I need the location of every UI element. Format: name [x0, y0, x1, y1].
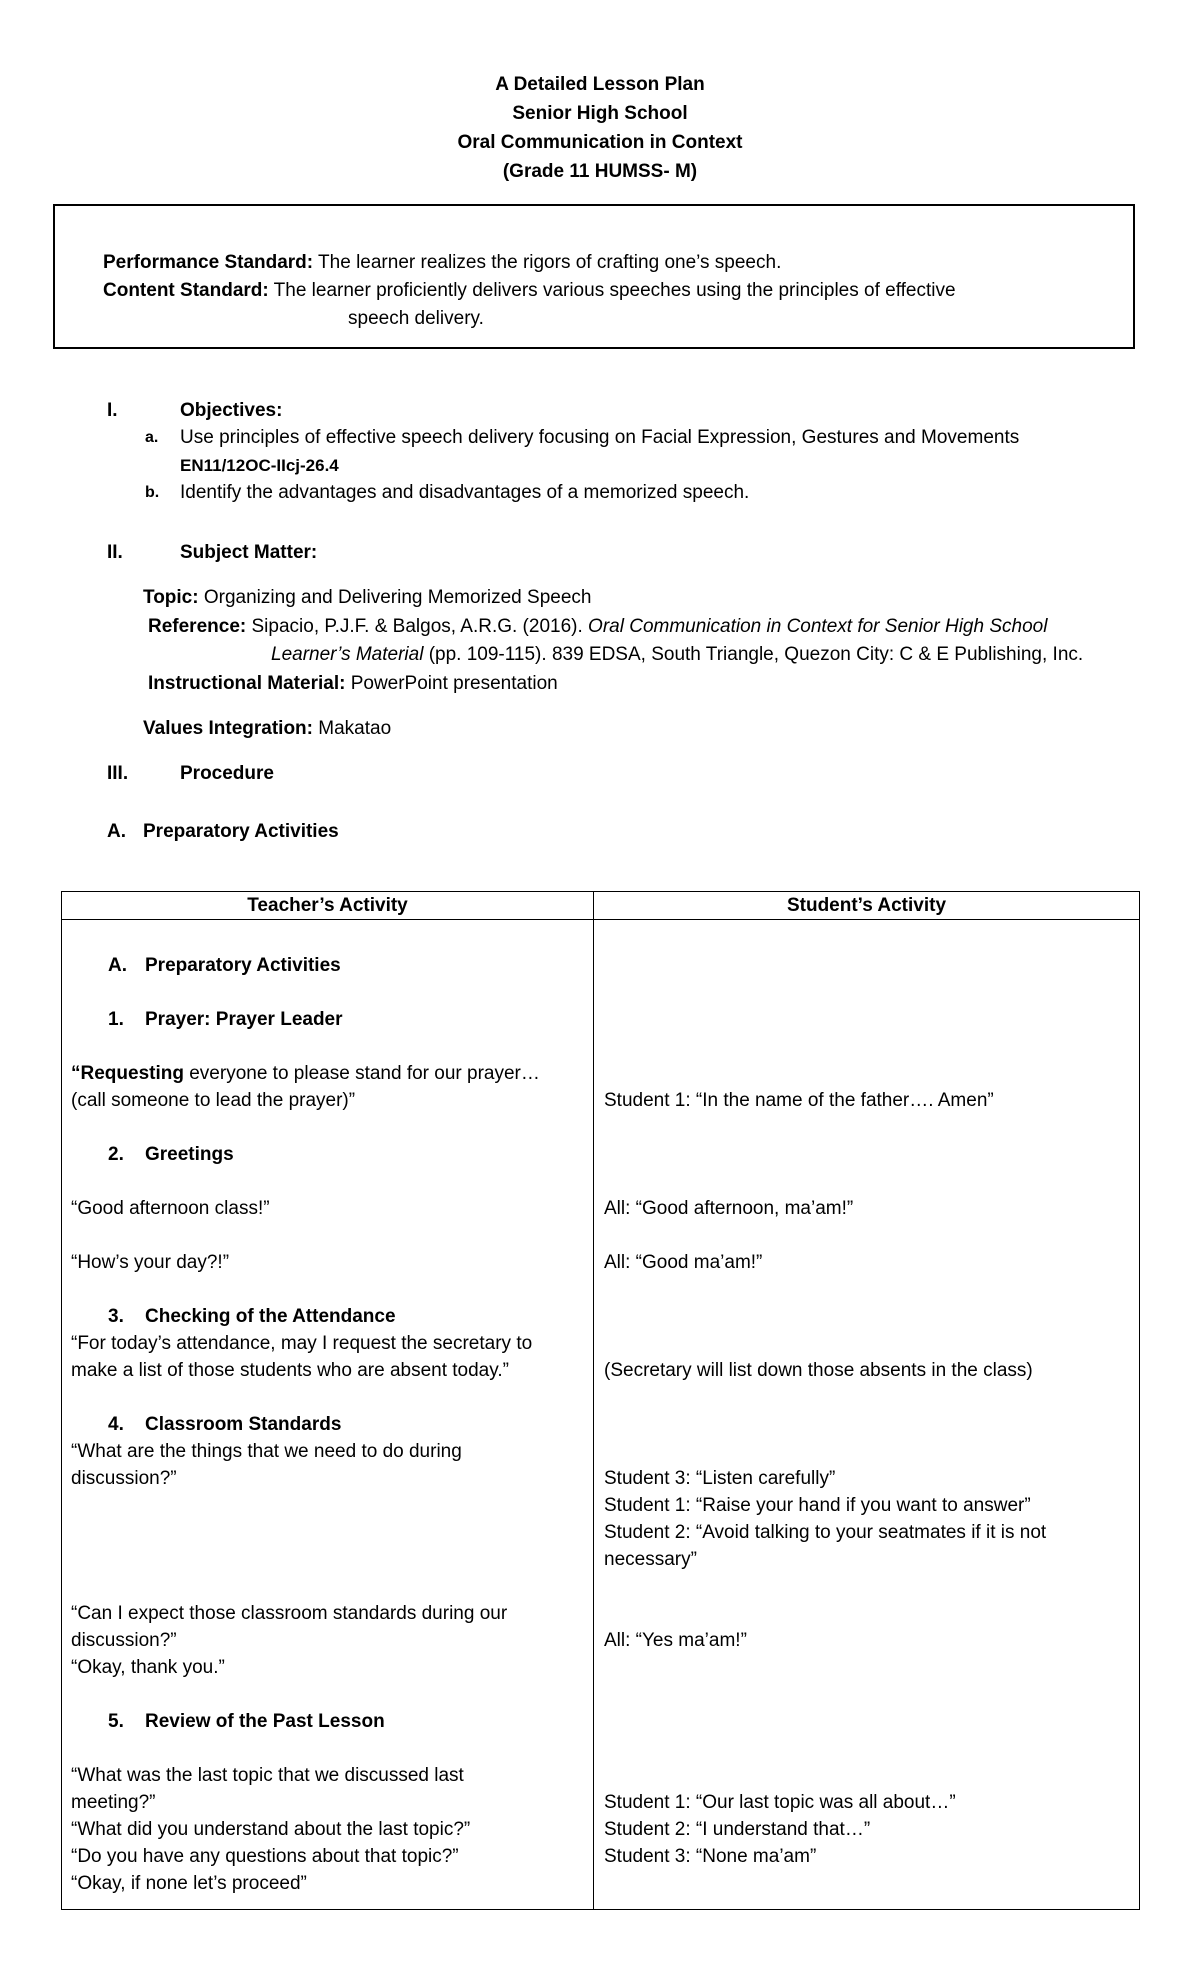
student-column-header: Student’s Activity [594, 892, 1140, 920]
content-standard-text: The learner proficiently delivers various speeches using the principles of effective [268, 280, 956, 301]
reference-text: Sipacio, P.J.F. & Balgos, A.R.G. (2016). [246, 616, 589, 637]
values-label: Values Integration: [143, 718, 313, 739]
content-standard-continuation: speech delivery. [348, 308, 484, 329]
topic-label: Topic: [143, 587, 199, 608]
student-greeting-response-2: All: “Good ma’am!” [604, 1252, 763, 1273]
prayer-heading: Prayer: Prayer Leader [145, 1009, 343, 1030]
review-line-1: “What was the last topic that we discussed last [71, 1765, 464, 1786]
review-number: 5. [108, 1711, 124, 1732]
content-standard-label: Content Standard: [103, 280, 269, 301]
standards-line-2: discussion?” [71, 1468, 177, 1489]
student-greeting-response-1: All: “Good afternoon, ma’am!” [604, 1198, 854, 1219]
greeting-line-1: “Good afternoon class!” [71, 1198, 270, 1219]
student-standards-response-5: All: “Yes ma’am!” [604, 1630, 747, 1651]
reference-book-title-2: Learner’s Material [271, 644, 424, 665]
objective-a-text: Use principles of effective speech delivery focusing on Facial Expression, Gestures and Movements [180, 427, 1020, 448]
procedure-sub-heading: Preparatory Activities [143, 821, 339, 842]
student-prayer-response: Student 1: “In the name of the father…. Amen” [604, 1090, 994, 1111]
standards-line-4: discussion?” [71, 1630, 177, 1651]
review-heading: Review of the Past Lesson [145, 1711, 385, 1732]
student-standards-response-4: necessary” [604, 1549, 697, 1570]
reference-line [148, 616, 1047, 638]
student-review-response-3: Student 3: “None ma’am” [604, 1846, 817, 1867]
standards-line-3: “Can I expect those classroom standards during our [71, 1603, 508, 1624]
teacher-section-heading: Preparatory Activities [145, 955, 341, 976]
table-body-row [62, 920, 1140, 1910]
attendance-line-1: “For today’s attendance, may I request the secretary to [71, 1333, 533, 1354]
student-activity-cell [594, 920, 1140, 1910]
teacher-activity-cell [62, 920, 594, 1910]
teacher-column-header: Teacher’s Activity [62, 892, 594, 920]
subject-matter-numeral: II. [107, 542, 123, 563]
performance-standard-label: Performance Standard: [103, 252, 314, 273]
attendance-heading: Checking of the Attendance [145, 1306, 396, 1327]
prayer-instruction-bold: “Requesting [71, 1063, 184, 1084]
performance-standard [103, 252, 781, 274]
reference-publisher: (pp. 109-115). 839 EDSA, South Triangle, Quezon City: C & E Publishing, Inc. [423, 644, 1084, 665]
greetings-number: 2. [108, 1144, 124, 1165]
standards-heading: Classroom Standards [145, 1414, 342, 1435]
greeting-line-2: “How’s your day?!” [71, 1252, 230, 1273]
student-standards-response-1: Student 3: “Listen carefully” [604, 1468, 836, 1489]
student-attendance-response: (Secretary will list down those absents in the class) [604, 1360, 1033, 1381]
standards-number: 4. [108, 1414, 124, 1435]
objectives-numeral: I. [107, 400, 118, 421]
objective-b-label: b. [145, 484, 160, 501]
values-line [143, 718, 391, 740]
activity-table [61, 891, 1140, 1910]
material-label: Instructional Material: [148, 673, 346, 694]
standards-box [53, 204, 1135, 349]
greetings-heading: Greetings [145, 1144, 234, 1165]
review-line-3: “What did you understand about the last topic?” [71, 1819, 471, 1840]
attendance-number: 3. [108, 1306, 124, 1327]
values-text: Makatao [312, 718, 392, 739]
prayer-instruction [71, 1060, 540, 1087]
teacher-section-label: A. [108, 955, 127, 976]
standards-line-5: “Okay, thank you.” [71, 1657, 225, 1678]
table-header-row [62, 892, 1140, 920]
review-line-4: “Do you have any questions about that topic?” [71, 1846, 459, 1867]
reference-label: Reference: [148, 616, 247, 637]
material-line [148, 673, 558, 695]
procedure-heading: Procedure [180, 763, 274, 784]
prayer-number: 1. [108, 1009, 124, 1030]
student-review-response-1: Student 1: “Our last topic was all about…” [604, 1792, 956, 1813]
procedure-sub-label: A. [107, 821, 126, 842]
topic-text: Organizing and Delivering Memorized Speech [198, 587, 592, 608]
objective-a-code: EN11/12OC-IIcj-26.4 [180, 456, 339, 475]
prayer-instruction-text: everyone to please stand for our prayer… [183, 1063, 540, 1084]
document-title: A Detailed Lesson Plan [495, 74, 705, 95]
topic-line [143, 587, 591, 609]
grade-section: (Grade 11 HUMSS- M) [502, 161, 698, 182]
subject-title: Oral Communication in Context [457, 132, 743, 153]
reference-line-2 [271, 644, 1083, 666]
objective-b-text: Identify the advantages and disadvantages of a memorized speech. [180, 482, 750, 503]
review-line-2: meeting?” [71, 1792, 156, 1813]
standards-line-1: “What are the things that we need to do during [71, 1441, 462, 1462]
subject-matter-heading: Subject Matter: [180, 542, 318, 563]
objectives-heading: Objectives: [180, 400, 283, 421]
performance-standard-text: The learner realizes the rigors of crafting one’s speech. [313, 252, 782, 273]
content-standard [103, 280, 956, 302]
school-level: Senior High School [512, 103, 688, 124]
prayer-instruction-2: (call someone to lead the prayer)” [71, 1090, 356, 1111]
material-text: PowerPoint presentation [345, 673, 558, 694]
review-line-5: “Okay, if none let’s proceed” [71, 1873, 307, 1894]
objective-a-label: a. [145, 429, 159, 446]
student-standards-response-2: Student 1: “Raise your hand if you want to answer” [604, 1495, 1031, 1516]
student-standards-response-3: Student 2: “Avoid talking to your seatmates if it is not [604, 1522, 1047, 1543]
document-header [0, 70, 1200, 186]
student-review-response-2: Student 2: “I understand that…” [604, 1819, 871, 1840]
reference-book-title: Oral Communication in Context for Senior High School [588, 616, 1048, 637]
procedure-numeral: III. [107, 763, 129, 784]
attendance-line-2: make a list of those students who are absent today.” [71, 1360, 509, 1381]
